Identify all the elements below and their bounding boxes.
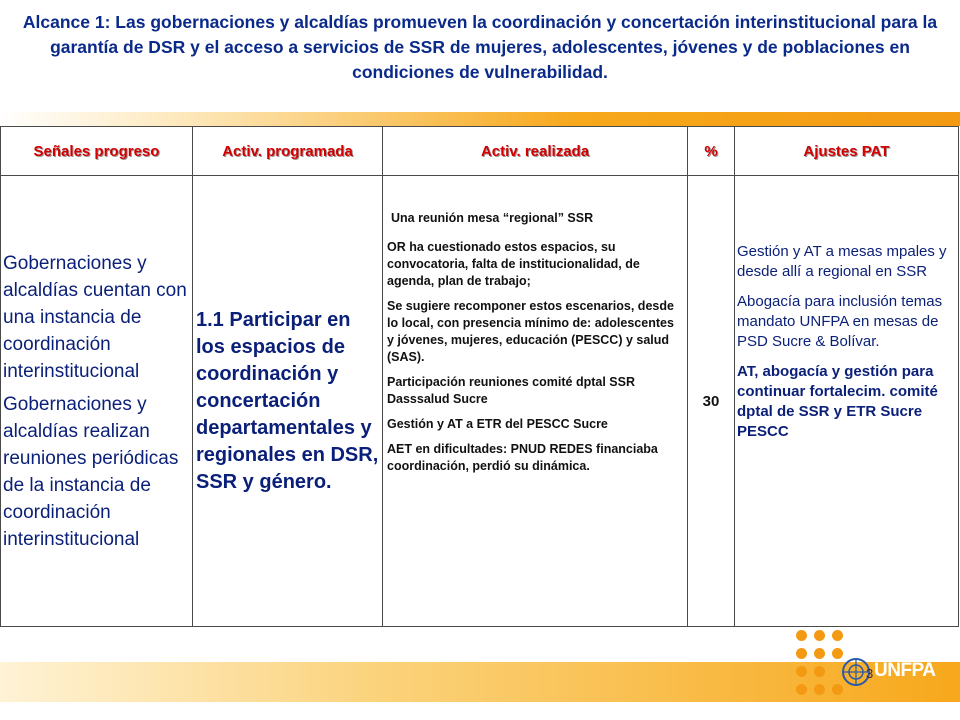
table-header-row <box>1 127 959 176</box>
senales-cell <box>1 176 193 627</box>
title-accent-bar <box>0 112 960 126</box>
percent-cell: 30 <box>688 176 735 627</box>
realizada-item-4: Participación reuniones comité dptal SSR Dasssalud Sucre <box>387 375 635 406</box>
senal-2: Gobernaciones y alcaldías realizan reuniones periódicas de la instancia de coordinación interinstitucional <box>3 393 179 550</box>
realizada-cell <box>383 176 688 627</box>
header-programada: Activ. programada <box>193 127 383 176</box>
realizada-item-2: OR ha cuestionado estos espacios, su convocatoria, falta de institucionalidad, de agenda, plan de trabajo; <box>387 240 640 288</box>
senal-1: Gobernaciones y alcaldías cuentan con una instancia de coordinación interinstitucional <box>3 252 187 382</box>
progress-table <box>0 126 959 627</box>
ajuste-1: Gestión y AT a mesas mpales y desde allí a regional en SSR <box>737 243 947 280</box>
realizada-item-6: AET en dificultades: PNUD REDES financiaba coordinación, perdió su dinámica. <box>387 442 658 473</box>
header-senales: Señales progreso <box>1 127 193 176</box>
brand-name: UNFPA <box>874 660 936 681</box>
header-realizada: Activ. realizada <box>383 127 688 176</box>
programada-cell: 1.1 Participar en los espacios de coordinación y concertación departamentales y regionales en DSR, SSR y género. <box>193 176 383 627</box>
ajuste-2: Abogacía para inclusión temas mandato UNFPA en mesas de PSD Sucre & Bolívar. <box>737 293 943 350</box>
header-percent: % <box>688 127 735 176</box>
slide-title: Alcance 1: Las gobernaciones y alcaldías promueven la coordinación y concertación interinstitucional para la garantía de DSR y el acceso a servicios de SSR de mujeres, adolescentes, jóvenes y de poblaciones en condiciones de vulnerabilidad. <box>22 12 938 82</box>
header-ajustes: Ajustes PAT <box>735 127 959 176</box>
realizada-item-1: Una reunión mesa “regional” SSR <box>391 211 594 225</box>
realizada-item-3: Se sugiere recomponer estos escenarios, desde lo local, con presencia mínimo de: adolescentes y jóvenes, mujeres, educación (PESCC) y salud (SAS). <box>387 299 674 364</box>
ajuste-3: AT, abogacía y gestión para continuar fortalecim. comité dptal de SSR y ETR Sucre PESCC <box>737 363 938 440</box>
table-row <box>1 176 959 627</box>
page-number: 3 <box>866 666 874 681</box>
realizada-item-5: Gestión y AT a ETR del PESCC Sucre <box>387 417 608 431</box>
ajustes-cell <box>735 176 959 627</box>
